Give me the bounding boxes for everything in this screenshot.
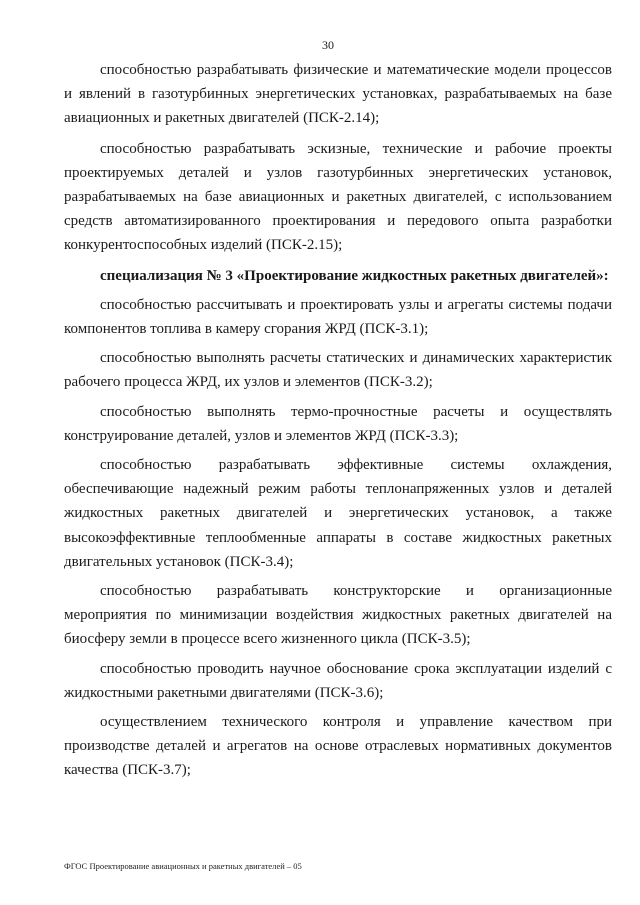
paragraph-psk-2-15: способностью разрабатывать эскизные, технические и рабочие проекты проектируемых деталей и узлов газотурбинных энергетических установок, разрабатываемых на базе авиационных и ракетных двигателей, с использованием средств автоматизированного проектирования и передового опыта разработки конкурентоспособных изделий (ПСК-2.15);: [64, 140, 612, 254]
paragraph-psk-2-14: способностью разрабатывать физические и математические модели процессов и явлений в газотурбинных энергетических установках, разрабатываемых на базе авиационных и ракетных двигателей (ПСК-2.14);: [64, 62, 612, 127]
paragraph-psk-3-7: осуществлением технического контроля и управление качеством при производстве деталей и агрегатов на основе отраслевых нормативных документов качества (ПСК-3.7);: [64, 714, 612, 779]
footer-note: ФГОС Проектирование авиационных и ракетных двигателей – 05: [64, 861, 302, 871]
specialization-heading: специализация № 3 «Проектирование жидкостных ракетных двигателей»:: [100, 267, 609, 284]
paragraph-psk-3-4: способностью разрабатывать эффективные системы охлаждения, обеспечивающие надежный режим работы теплонапряженных узлов и деталей жидкостных ракетных двигателей и энергетических установок, а также высокоэффективные теплообменные аппараты в составе жидкостных ракетных двигательных установок (ПСК-3.4);: [64, 457, 612, 570]
paragraph-psk-3-6: способностью проводить научное обоснование срока эксплуатации изделий с жидкостными ракетными двигателями (ПСК-3.6);: [64, 660, 612, 701]
page-number: 30: [322, 38, 334, 52]
page-body: [64, 58, 612, 788]
paragraph-psk-3-2: способностью выполнять расчеты статических и динамических характеристик рабочего процесса ЖРД, их узлов и элементов (ПСК-3.2);: [64, 350, 612, 391]
paragraph-psk-3-1: способностью рассчитывать и проектировать узлы и агрегаты системы подачи компонентов топлива в камеру сгорания ЖРД (ПСК-3.1);: [64, 296, 612, 338]
paragraph-psk-3-5: способностью разрабатывать конструкторские и организационные мероприятия по минимизации воздействия жидкостных ракетных двигателей на биосферу земли в процессе всего жизненного цикла (ПСК-3.5);: [64, 583, 612, 648]
paragraph-psk-3-3: способностью выполнять термо-прочностные расчеты и осуществлять конструирование деталей, узлов и элементов ЖРД (ПСК-3.3);: [64, 403, 612, 444]
